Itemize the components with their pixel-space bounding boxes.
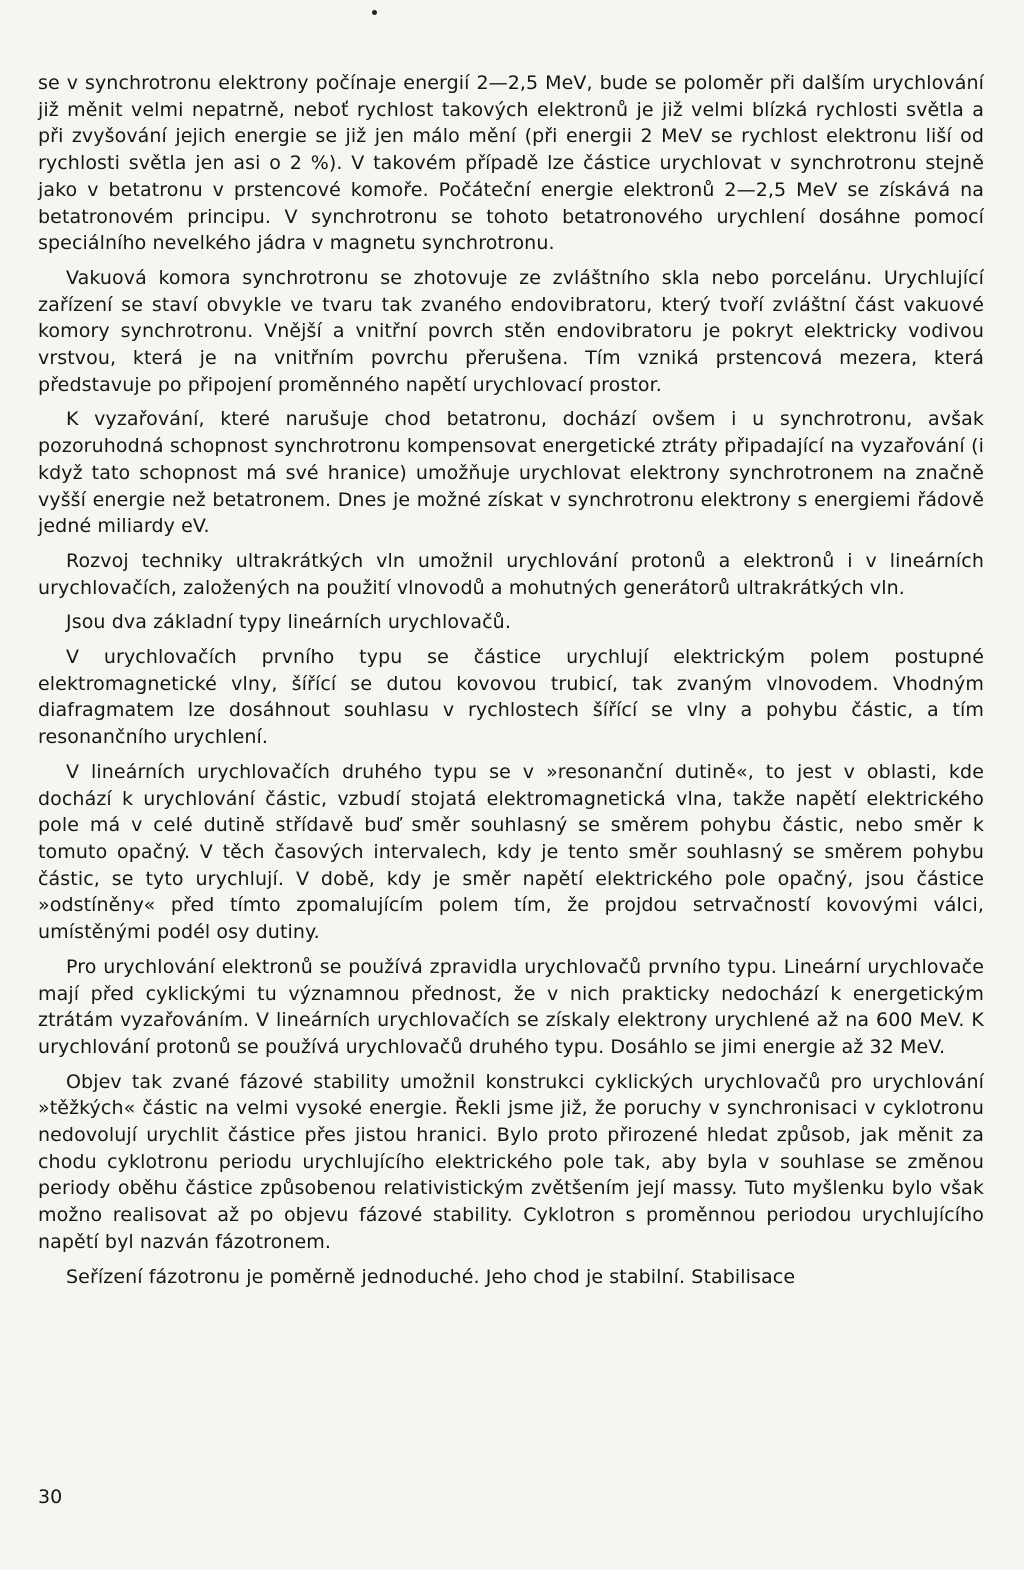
- paragraph-3: K vyzařování, které narušuje chod betatronu, dochází ovšem i u synchrotronu, avšak pozoruhodná schopnost synchrotronu kompensovat energetické ztráty připadající na vyzařování (i když tato schopnost má své hranice) umožňuje urychlovat elektrony synchrotronem na značně vyšší energie než betatronem. Dnes je možné získat v synchrotronu elektrony s energiemi řádově jedné miliardy eV.: [38, 408, 984, 538]
- paragraph-9: Objev tak zvané fázové stability umožnil konstrukci cyklických urychlovačů pro urychlování »těžkých« částic na velmi vysoké energie. Řekli jsme již, že poruchy v synchronisaci v cyklotronu nedovolují urychlit částice přes jistou hranici. Bylo proto přirozené hledat způsob, jak měnit za chodu cyklotronu periodu urychlujícího elektrického pole tak, aby byla v souhlase se změnou periody oběhu částice způsobenou relativistickým zvětšením její massy. Tuto myšlenku bylo však možno realisovat až po objevu fázové stability. Cyklotron s proměnnou periodou urychlujícího napětí byl nazván fázotronem.: [38, 1070, 984, 1253]
- paragraph-1: se v synchrotronu elektrony počínaje energií 2—2,5 MeV, bude se poloměr při dalším urychlování již měnit velmi nepatrně, neboť rychlost takových elektronů je již velmi blízká rychlosti světla a při zvyšování jejich energie se již jen málo mění (při energii 2 MeV se rychlost elektronu liší od rychlosti světla jen asi o 2 %). V takovém případě lze částice urychlovat v synchrotronu stejně jako v betatronu v prstencové komoře. Počáteční energie elektronů 2—2,5 MeV se získává na betatronovém principu. V synchrotronu se tohoto betatronového urychlení dosáhne pomocí speciálního nevelkého jádra v magnetu synchrotronu.: [38, 72, 984, 255]
- paragraph-7: V lineárních urychlovačích druhého typu se v »resonanční dutině«, to jest v oblasti, kde dochází k urychlování částic, vzbudí stojatá elektromagnetická vlna, takže napětí elektrického pole má v celé dutině střídavě buď směr souhlasný se směrem pohybu částic, nebo směr k tomuto opačný. V těch časových intervalech, kdy je tento směr souhlasný se směrem pohybu částic, se tyto urychlují. V době, kdy je směr napětí elektrického pole opačný, jsou částice »odstíněny« před tímto zpomalujícím polem tím, že projdou setrvačností kovovými válci, umístěnými podél osy dutiny.: [38, 760, 984, 944]
- paragraph-6: V urychlovačích prvního typu se částice urychlují elektrickým polem postupné elektromagnetické vlny, šířící se dutou kovovou trubicí, tak zvaným vlnovodem. Vhodným diafragmatem lze dosáhnout souhlasu v rychlostech šířící se vlny a pohybu částic, a tím resonančního urychlení.: [38, 646, 984, 749]
- paragraph-10: Seřízení fázotronu je poměrně jednoduché. Jeho chod je stabilní. Stabilisace: [66, 1265, 796, 1288]
- paragraph-2: Vakuová komora synchrotronu se zhotovuje ze zvláštního skla nebo porcelánu. Urychlující zařízení se staví obvykle ve tvaru tak zvaného endovibratoru, který tvoří zvláštní část vakuové komory synchrotronu. Vnější a vnitřní povrch stěn endovibratoru je pokryt elektricky vodivou vrstvou, která je na vnitřním povrchu přerušena. Tím vzniká prstencová mezera, která představuje po připojení proměnného napětí urychlovací prostor.: [38, 266, 984, 396]
- paragraph-8: Pro urychlování elektronů se používá zpravidla urychlovačů prvního typu. Lineární urychlovače mají před cyklickými tu významnou přednost, že v nich prakticky nedochází k energetickým ztrátám vyzařováním. V lineárních urychlovačích se získaly elektrony urychlené až na 600 MeV. K urychlování protonů se používá urychlovačů druhého typu. Dosáhlo se jimi energie až 32 MeV.: [38, 955, 984, 1058]
- print-speck: [372, 10, 377, 15]
- paragraph-4: Rozvoj techniky ultrakrátkých vln umožnil urychlování protonů a elektronů i v lineárních urychlovačích, založených na použití vlnovodů a mohutných generátorů ultrakrátkých vln.: [38, 549, 984, 599]
- page-number: 30: [38, 1486, 63, 1508]
- paragraph-5: Jsou dva základní typy lineárních urychlovačů.: [66, 611, 511, 634]
- page-body: [38, 70, 984, 1298]
